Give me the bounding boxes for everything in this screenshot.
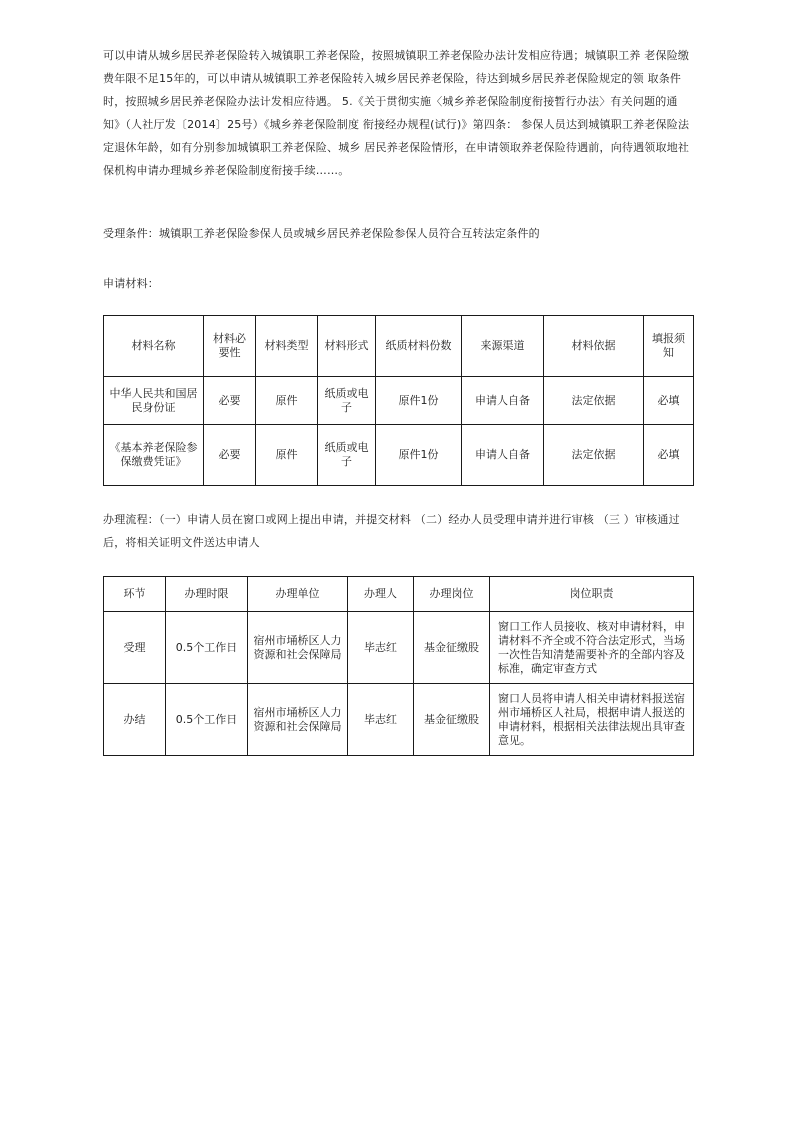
table-row bbox=[104, 377, 694, 425]
table-cell: 0.5个工作日 bbox=[166, 684, 248, 756]
table-cell: 纸质或电子 bbox=[318, 425, 376, 486]
table-cell: 申请人自备 bbox=[462, 425, 544, 486]
table-cell: 窗口工作人员接收、核对申请材料，申请材料不齐全或不符合法定形式，当场一次性告知清楚需要补齐的全部内容及标准，确定审查方式 bbox=[490, 612, 694, 684]
header-cell: 环节 bbox=[104, 577, 166, 612]
table-cell: 宿州市埇桥区人力资源和社会保障局 bbox=[248, 612, 348, 684]
table-cell: 原件1份 bbox=[376, 425, 462, 486]
table-cell: 窗口人员将申请人相关申请材料报送宿州市埇桥区人社局，根据申请人报送的申请材料，根据相关法律法规出具审查意见。 bbox=[490, 684, 694, 756]
header-cell: 材料形式 bbox=[318, 316, 376, 377]
table-cell: 法定依据 bbox=[544, 377, 644, 425]
table-cell: 基金征缴股 bbox=[414, 684, 490, 756]
table-cell: 必填 bbox=[644, 377, 694, 425]
table-cell: 法定依据 bbox=[544, 425, 644, 486]
process-description: 办理流程：（一）申请人员在窗口或网上提出申请，并提交材料 （二）经办人员受理申请并进行审核 （三 ）审核通过后，将相关证明文件送达申请人 bbox=[103, 513, 680, 549]
intro-paragraph: 可以申请从城乡居民养老保险转入城镇职工养老保险，按照城镇职工养老保险办法计发相应待遇；城镇职工养 老保险缴费年限不足15年的，可以申请从城镇职工养老保险转入城乡居民养老保险，待达到城乡居民养老保险规定的领 取条件时，按照城乡居民养老保险办法计发相应待遇。 5.《关于贯彻实施〈城乡养老保险制度衔接暂行办法〉有关问题的通知》（人社厅发〔2014〕25号）《城乡养老保险制度 衔接经办规程(试行)》第四条： 参保人员达到城镇职工养老保险法定退休年龄，如有分别参加城镇职工养老保险、城乡 居民养老保险情形，在申请领取养老保险待遇前，向待遇领取地社保机构申请办理城乡养老保险制度衔接手续……。 bbox=[103, 49, 690, 177]
header-cell: 材料名称 bbox=[104, 316, 204, 377]
table-cell: 办结 bbox=[104, 684, 166, 756]
table-cell: 中华人民共和国居民身份证 bbox=[104, 377, 204, 425]
header-cell: 填报须知 bbox=[644, 316, 694, 377]
table-row bbox=[104, 684, 694, 756]
header-cell: 办理时限 bbox=[166, 577, 248, 612]
table-cell: 宿州市埇桥区人力资源和社会保障局 bbox=[248, 684, 348, 756]
process-header-row bbox=[104, 577, 694, 612]
materials-label: 申请材料： bbox=[103, 277, 159, 290]
table-cell: 必要 bbox=[204, 425, 256, 486]
process-table bbox=[103, 576, 694, 756]
table-cell: 《基本养老保险参保缴费凭证》 bbox=[104, 425, 204, 486]
acceptance-conditions: 受理条件：城镇职工养老保险参保人员或城乡居民养老保险参保人员符合互转法定条件的 bbox=[103, 227, 540, 240]
header-cell: 来源渠道 bbox=[462, 316, 544, 377]
header-cell: 岗位职责 bbox=[490, 577, 694, 612]
header-cell: 办理人 bbox=[348, 577, 414, 612]
table-cell: 毕志红 bbox=[348, 684, 414, 756]
header-cell: 办理岗位 bbox=[414, 577, 490, 612]
table-cell: 必填 bbox=[644, 425, 694, 486]
table-cell: 原件 bbox=[256, 377, 318, 425]
table-cell: 纸质或电子 bbox=[318, 377, 376, 425]
table-cell: 必要 bbox=[204, 377, 256, 425]
header-cell: 材料依据 bbox=[544, 316, 644, 377]
table-row bbox=[104, 425, 694, 486]
table-cell: 毕志红 bbox=[348, 612, 414, 684]
header-cell: 材料必要性 bbox=[204, 316, 256, 377]
table-cell: 0.5个工作日 bbox=[166, 612, 248, 684]
materials-header-row bbox=[104, 316, 694, 377]
table-cell: 受理 bbox=[104, 612, 166, 684]
table-cell: 原件1份 bbox=[376, 377, 462, 425]
header-cell: 纸质材料份数 bbox=[376, 316, 462, 377]
table-cell: 原件 bbox=[256, 425, 318, 486]
table-cell: 申请人自备 bbox=[462, 377, 544, 425]
header-cell: 材料类型 bbox=[256, 316, 318, 377]
table-row bbox=[104, 612, 694, 684]
table-cell: 基金征缴股 bbox=[414, 612, 490, 684]
materials-table bbox=[103, 315, 694, 486]
header-cell: 办理单位 bbox=[248, 577, 348, 612]
